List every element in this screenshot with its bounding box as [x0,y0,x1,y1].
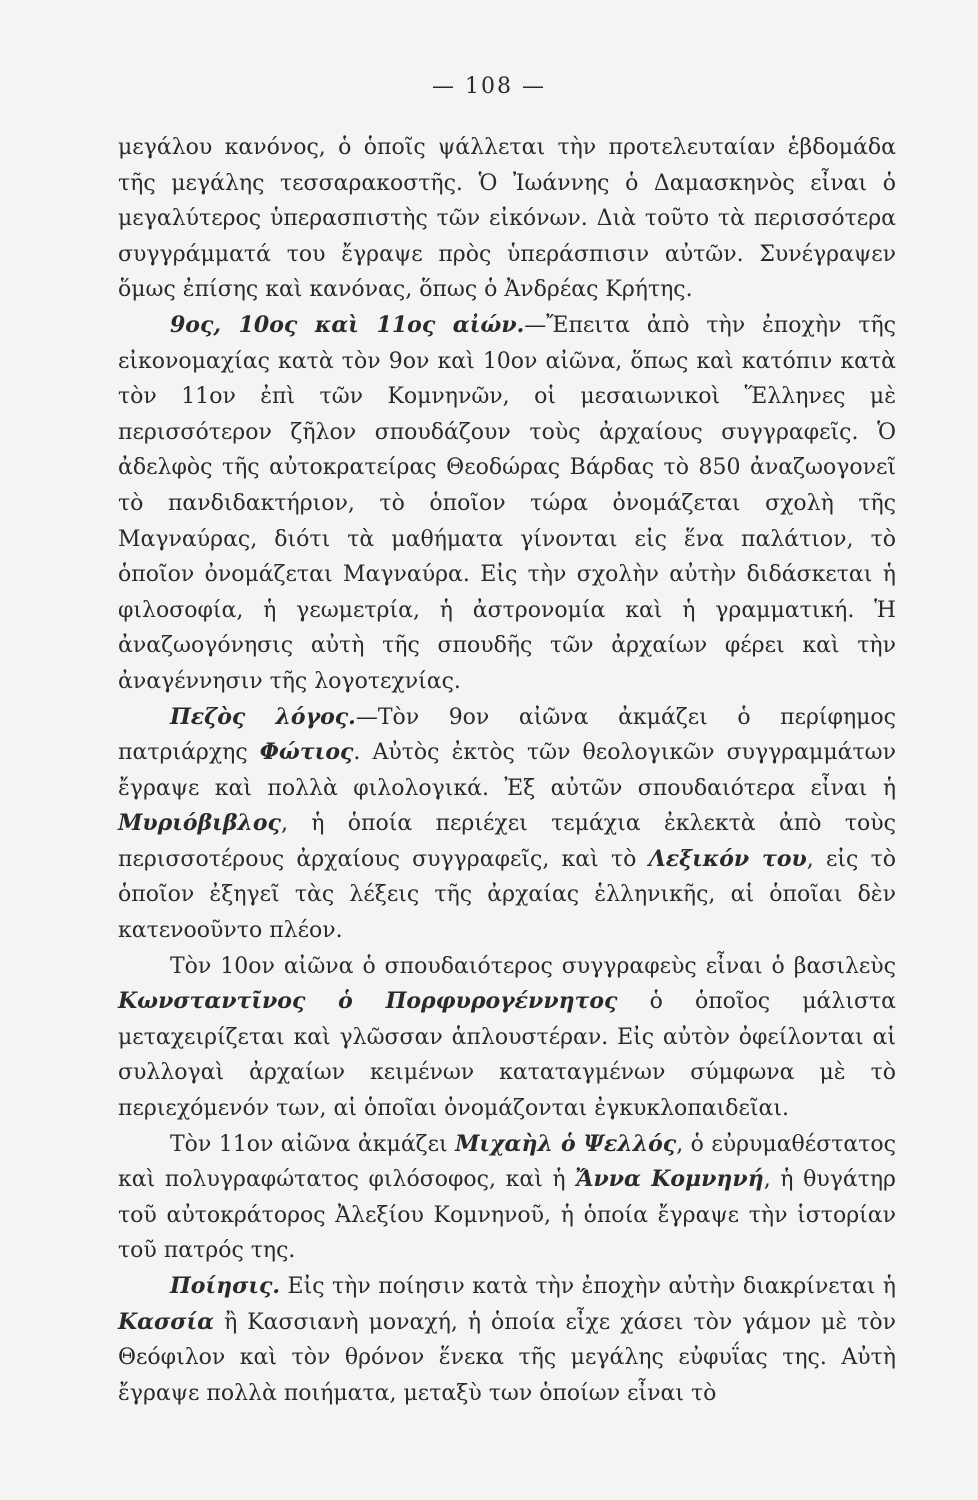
paragraph-3-text-a: —Τὸν 9ον αἰῶνα ἀκμάζει ὁ περίφημος πατριάρχης [118,704,896,766]
paragraph-4 [118,949,896,1127]
paragraph-2-text: —Ἔπειτα ἀπὸ τὴν ἐποχὴν τῆς εἰκονομαχίας κατὰ τὸν 9ον καὶ 10ον αἰῶνα, ὅπως καὶ κατόπιν κατὰ τὸν 11ον ἐπὶ τῶν Κομνηνῶν, οἱ μεσαιωνικοὶ Ἕλληνες μὲ περισσότερον ζῆλον σπουδάζουν τοὺς ἀρχαίους συγγραφεῖς. Ὁ ἀδελφὸς τῆς αὐτοκρατείρας Θεοδώρας Βάρδας τὸ 850 ἀναζωογονεῖ τὸ πανδιδακτήριον, τὸ ὁποῖον τώρα ὀνομάζεται σχολὴ τῆς Μαγναύρας, διότι τὰ μαθήματα γίνονται εἰς ἕνα παλάτιον, τὸ ὁποῖον ὀνομάζεται Μαγναύρα. Εἰς τὴν σχολὴν αὐτὴν διδάσκεται ἡ φιλοσοφία, ἡ γεωμετρία, ἡ ἀστρονομία καὶ ἡ γραμματική. Ἡ ἀναζωογόνησις αὐτὴ τῆς σπουδῆς τῶν ἀρχαίων φέρει καὶ τὴν ἀναγέννησιν τῆς λογοτεχνίας. [118,312,896,694]
paragraph-4-text-b: ὁ ὁποῖος μάλιστα μεταχειρίζεται καὶ γλῶσσαν ἁπλουστέραν. Εἰς αὐτὸν ὀφείλονται αἱ συλλογαὶ ἀρχαίων κειμένων καταταγμένων σύμφωνα μὲ τὸ περιεχόμενόν των, αἱ ὁποῖαι ὀνομάζονται ἐγκυκλοπαιδεῖαι. [118,989,897,1122]
name-kassia: Κασσία [118,1308,215,1335]
paragraph-1-text: μεγάλου κανόνος, ὁ ὁποῖς ψάλλεται τὴν προτελευταίαν ἑβδομάδα τῆς μεγάλης τεσσαρακοστῆς. Ὁ Ἰωάννης ὁ Δαμασκηνὸς εἶναι ὁ μεγαλύτερος ὑπερασπιστὴς τῶν εἰκόνων. Διὰ τοῦτο τὰ περισσότερα συγγράμματά του ἔγραψε πρὸς ὑπεράσπισιν αὐτῶν. Συνέγραψεν ὅμως ἐπίσης καὶ κανόνας, ὅπως ὁ Ἀνδρέας Κρήτης. [118,135,896,303]
paragraph-6-text-b: ἢ Κασσιανὴ μοναχή, ἡ ὁποία εἶχε χάσει τὸν γάμον μὲ τὸν Θεόφιλον καὶ τὸν θρόνον ἕνεκα τῆς μεγάλης εὐφυΐας της. Αὐτὴ ἔγραψε πολλὰ ποιήματα, μεταξὺ των ὁποίων εἶναι τὸ [118,1309,896,1406]
paragraph-6 [118,1269,896,1411]
paragraph-3-text-b: . Αὐτὸς ἐκτὸς τῶν θεολογικῶν συγγραμμάτων ἔγραψε καὶ πολλὰ φιλολογικά. Ἐξ αὐτῶν σπουδαιότερα εἶναι ἡ [118,740,896,801]
paragraph-3-text-c: , ἡ ὁποία περιέχει τεμάχια ἐκλεκτὰ ἀπὸ τοὺς περισσοτέρους ἀρχαίους συγγραφεῖς, καὶ τὸ [118,811,896,872]
section-heading-prose: Πεζὸς λόγος. [170,703,356,730]
name-psellos: Μιχαὴλ ὁ Ψελλός [455,1130,677,1157]
section-heading-centuries: 9ος, 10ος καὶ 11ος αἰών. [170,311,525,338]
paragraph-5-text-a: Τὸν 11ον αἰῶνα ἀκμάζει [170,1131,456,1157]
paragraph-5-text-b: , ὁ εὐρυμαθέστατος καὶ πολυγραφώτατος φιλόσοφος, καὶ ἡ [118,1131,896,1193]
paragraph-3 [118,700,896,949]
paragraph-5 [118,1127,896,1269]
paragraph-6-text-a: Εἰς τὴν ποίησιν κατὰ τὴν ἐποχὴν αὐτὴν διακρίνεται ἡ [280,1274,896,1299]
paragraph-5-text-c: , ἡ θυγάτηρ τοῦ αὐτοκράτορος Ἀλεξίου Κομνηνοῦ, ἡ ὁποία ἔγραψε τὴν ἱστορίαν τοῦ πατρός της. [118,1167,896,1264]
page-number: — 108 — [432,74,546,99]
title-lexicon: Λεξικόν του [648,845,807,872]
name-constantine: Κωνσταντῖνος ὁ Πορφυρογέννητος [118,988,618,1015]
paragraph-4-text-a: Τὸν 10ον αἰῶνα ὁ σπουδαιότερος συγγραφεὺς εἶναι ὁ βασιλεὺς [170,953,896,979]
section-heading-poetry: Ποίησις. [170,1273,281,1299]
title-myriobiblos: Μυριόβιβλος [118,810,281,837]
name-photios: Φώτιος [259,739,354,766]
paragraph-2 [118,308,896,700]
paragraph-3-text-d: , εἰς τὸ ὁποῖον ἐξηγεῖ τὰς λέξεις τῆς ἀρχαίας ἑλληνικῆς, αἱ ὁποῖαι δὲν κατενοοῦντο πλέον. [118,846,896,944]
paragraph-1 [118,130,896,308]
body-text [118,130,896,1411]
name-anna-komnene: Ἄννα Κομνηνή [575,1166,764,1193]
